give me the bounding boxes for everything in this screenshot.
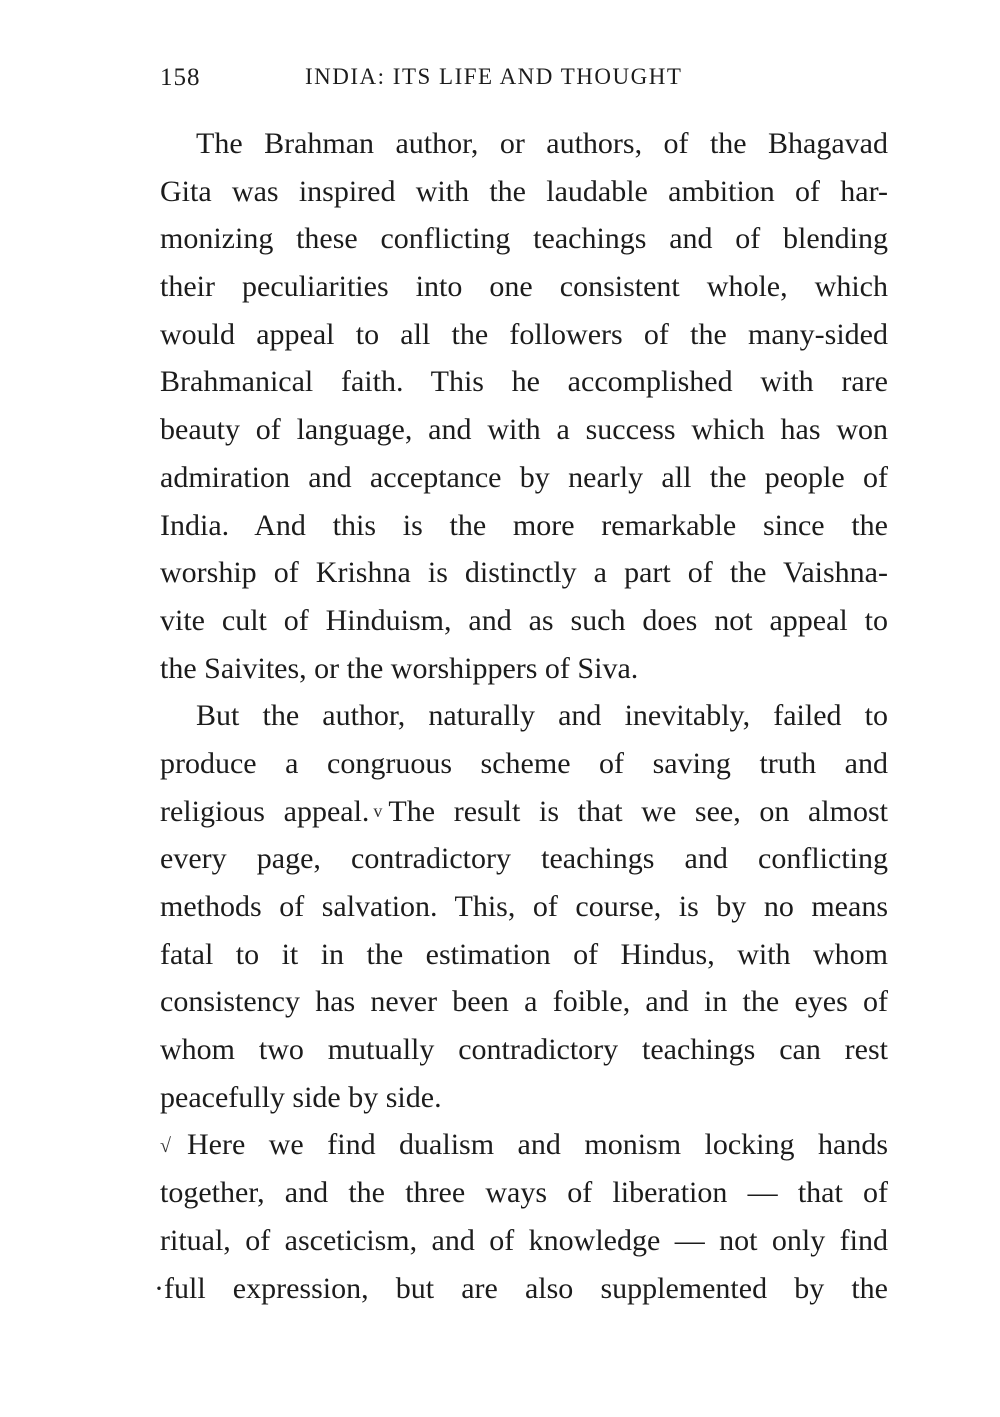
paragraph-1	[160, 120, 888, 692]
running-head	[160, 64, 890, 96]
running-head-title: INDIA: ITS LIFE AND THOUGHT	[305, 64, 683, 89]
text-line: whom two mutually contradictory teachings can rest	[160, 1033, 888, 1067]
text-line: Brahmanical faith. This he accomplished with rare	[160, 365, 888, 399]
text-line: ritual, of asceticism, and of knowledge — not only find	[160, 1223, 888, 1257]
text-line: methods of salvation. This, of course, is by no means	[160, 890, 888, 923]
text-line: vite cult of Hinduism, and as such does not appeal to	[160, 603, 888, 637]
text-line-with-mark	[160, 1121, 888, 1169]
text-line: India. And this is the more remarkable since the	[160, 508, 888, 542]
text-line: consistency has never been a foible, and in the eyes of	[160, 985, 888, 1019]
check-mark-icon: √	[160, 1135, 171, 1158]
text-line: fatal to it in the estimation of Hindus, with whom	[160, 937, 888, 971]
text-segment: The result is that we see, on almost	[388, 794, 888, 828]
text-line: Gita was inspired with the laudable ambition of har-	[160, 174, 888, 208]
text-line: produce a congruous scheme of saving truth and	[160, 746, 888, 780]
text-line: admiration and acceptance by nearly all the people of	[160, 460, 888, 494]
text-line: beauty of language, and with a success which has won	[160, 413, 888, 447]
text-line: peacefully side by side.	[160, 1080, 442, 1114]
text-line-with-mark	[154, 1265, 888, 1313]
text-segment: religious appeal.	[160, 794, 370, 828]
text-segment: full expression, but are also supplemented by the	[164, 1271, 888, 1305]
paragraph-2	[160, 692, 888, 1121]
text-line: monizing these conflicting teachings and of blending	[160, 222, 888, 256]
page-number: 158	[160, 64, 201, 91]
dot-mark-icon: ·	[154, 1271, 164, 1305]
text-line: The Brahman author, or authors, of the Bhagavad	[196, 127, 888, 160]
text-line: worship of Krishna is distinctly a part of the Vaishna-	[160, 556, 888, 590]
text-line: the Saivites, or the worshippers of Siva.	[160, 651, 639, 685]
body-text	[154, 120, 888, 1312]
text-line: every page, contradictory teachings and conflicting	[160, 842, 888, 876]
text-segment: Here we find dualism and monism locking hands	[186, 1128, 888, 1162]
text-line: But the author, naturally and inevitably, failed to	[196, 699, 888, 733]
paragraph-3	[154, 1121, 888, 1312]
text-line: would appeal to all the followers of the many-sided	[160, 317, 888, 351]
check-mark-icon: v	[373, 800, 383, 821]
text-line: together, and the three ways of liberation — that of	[160, 1176, 888, 1210]
text-line: their peculiarities into one consistent whole, which	[160, 270, 888, 304]
text-line-with-mark	[160, 788, 888, 836]
